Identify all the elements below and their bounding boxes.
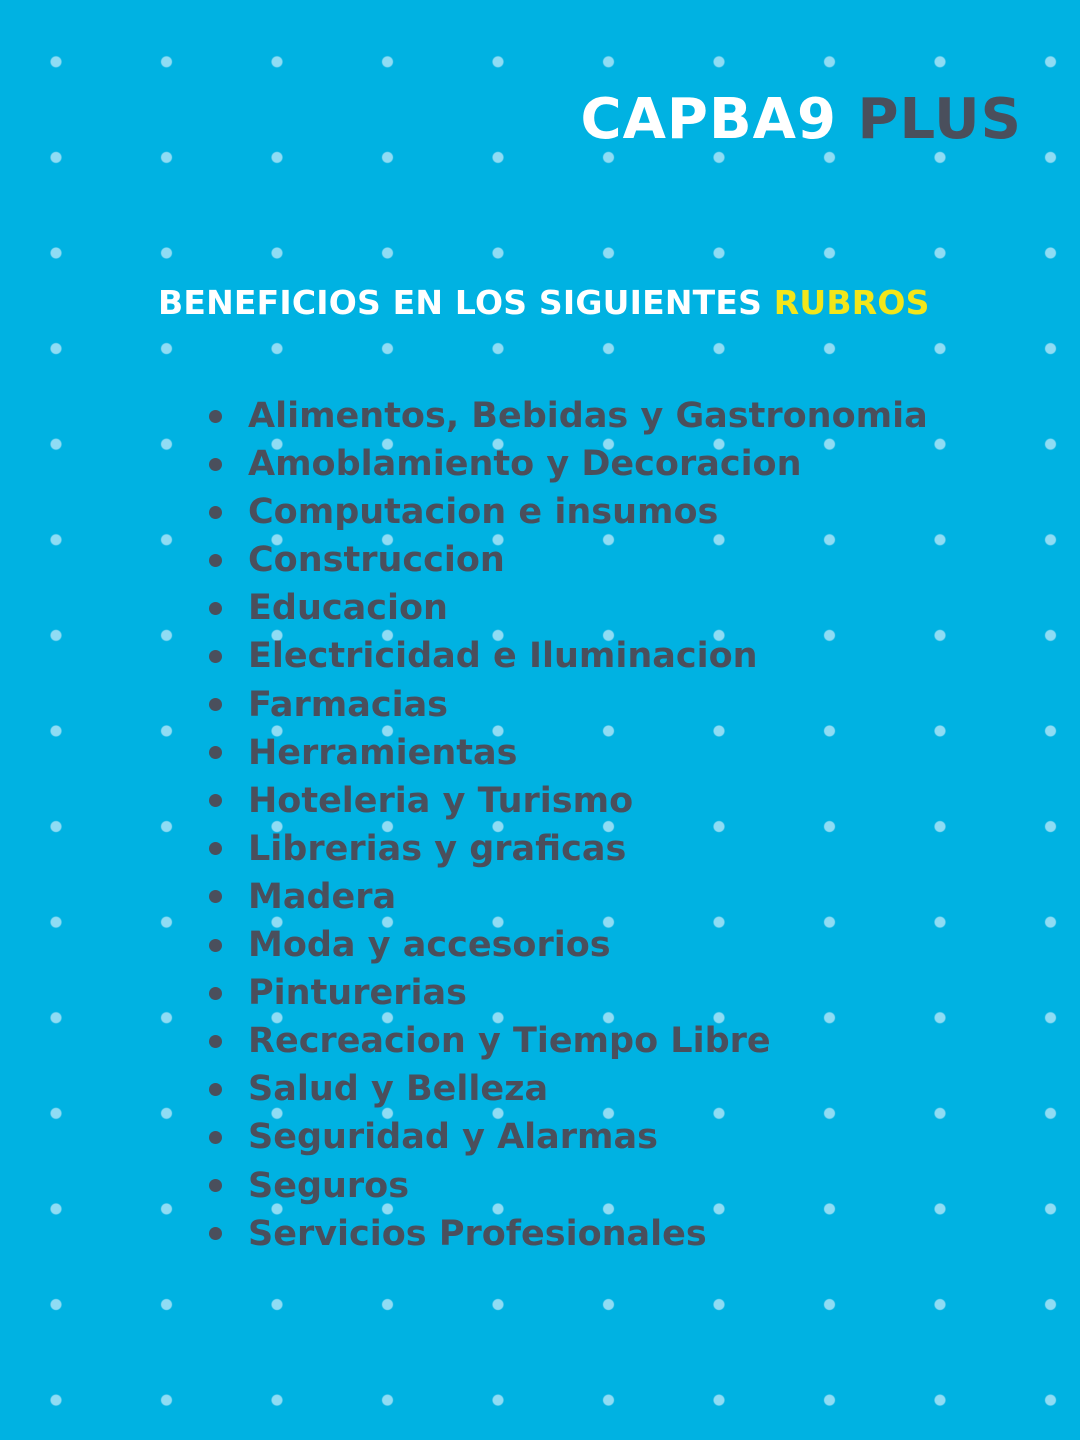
bullet-icon (209, 890, 222, 903)
list-item-label: Seguridad y Alarmas (248, 1117, 658, 1158)
bullet-icon (209, 794, 222, 807)
list-item (205, 777, 928, 825)
list-item-label: Servicios Profesionales (248, 1213, 707, 1254)
bullet-icon (209, 1083, 222, 1096)
bullet-icon (209, 410, 222, 423)
list-item (205, 536, 928, 584)
list-item-label: Computacion e insumos (248, 492, 719, 533)
bullet-icon (209, 698, 222, 711)
list-item (205, 440, 928, 488)
list-item (205, 825, 928, 873)
list-item-label: Alimentos, Bebidas y Gastronomia (248, 396, 928, 436)
list-item-label: Amoblamiento y Decoracion (248, 444, 802, 485)
list-item-label: Construccion (248, 540, 505, 581)
brand-accent: PLUS (857, 87, 1022, 152)
list-item (205, 1113, 928, 1161)
list-item (205, 921, 928, 969)
page-headline (158, 283, 930, 322)
bullet-icon (209, 1179, 222, 1192)
brand-logo (580, 87, 1022, 152)
list-item-label: Seguros (248, 1165, 410, 1206)
list-item (205, 681, 928, 729)
bullet-icon (209, 602, 222, 615)
list-item-label: Educacion (248, 588, 448, 629)
bullet-icon (209, 939, 222, 952)
bullet-icon (209, 554, 222, 567)
list-item (205, 873, 928, 921)
list-item (205, 1017, 928, 1065)
list-item-label: Hoteleria y Turismo (248, 780, 634, 821)
bullet-icon (209, 506, 222, 519)
brand-name: CAPBA9 (580, 87, 837, 152)
list-item (205, 969, 928, 1017)
list-item-label: Librerias y graficas (248, 828, 627, 869)
list-item-label: Madera (248, 876, 397, 917)
list-item (205, 584, 928, 632)
list-item-label: Recreacion y Tiempo Libre (248, 1021, 771, 1062)
list-item (205, 1210, 928, 1258)
bullet-icon (209, 650, 222, 663)
list-item (205, 392, 928, 440)
bullet-icon (209, 458, 222, 471)
list-item-label: Electricidad e Iluminacion (248, 636, 758, 677)
list-item (205, 1162, 928, 1210)
list-item-label: Salud y Belleza (248, 1069, 549, 1110)
list-item (205, 1065, 928, 1113)
bullet-icon (209, 987, 222, 1000)
rubros-list (205, 392, 928, 1258)
headline-accent: RUBROS (773, 283, 930, 322)
list-item (205, 488, 928, 536)
bullet-icon (209, 842, 222, 855)
list-item (205, 729, 928, 777)
list-item (205, 632, 928, 680)
headline-text: BENEFICIOS EN LOS SIGUIENTES (158, 283, 763, 322)
list-item-label: Moda y accesorios (248, 925, 611, 966)
list-item-label: Herramientas (248, 732, 518, 773)
bullet-icon (209, 746, 222, 759)
list-item-label: Farmacias (248, 684, 449, 725)
list-item-label: Pinturerias (248, 973, 467, 1014)
bullet-icon (209, 1227, 222, 1240)
bullet-icon (209, 1035, 222, 1048)
bullet-icon (209, 1131, 222, 1144)
